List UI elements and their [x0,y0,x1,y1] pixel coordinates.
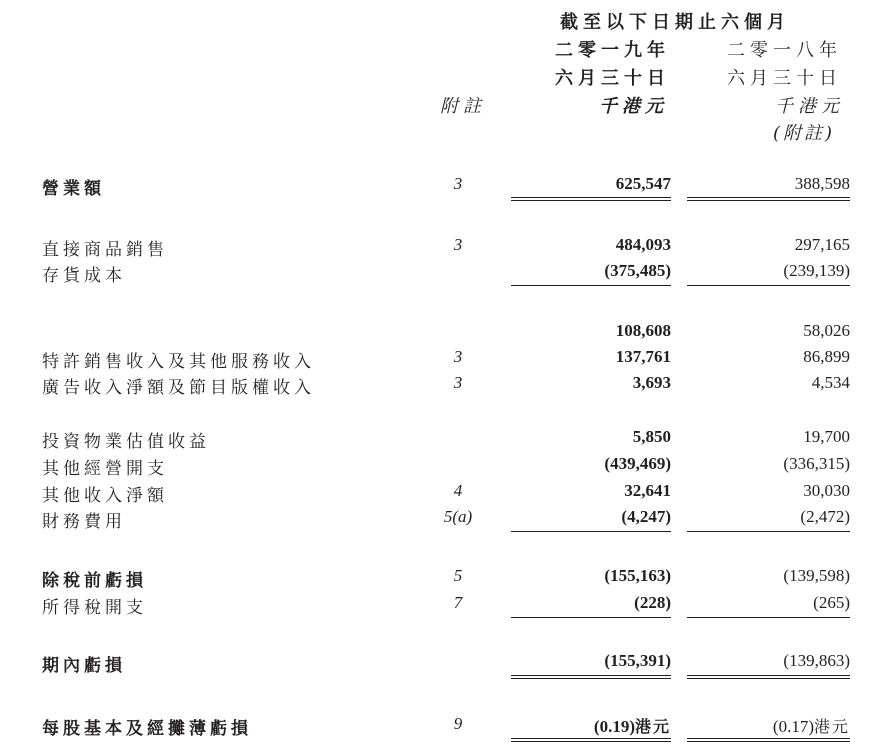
eps-value-2018: (0.17) [772,717,814,736]
rule [687,678,850,679]
rule [687,675,850,676]
rule [687,197,850,198]
notes-header: 附註 [440,96,486,117]
rule [687,200,850,201]
period-header: 截至以下日期止六個月 [560,12,790,33]
rule [511,531,671,532]
row-note: 3 [453,235,463,254]
row-label-turnover: 營業額 [42,179,105,199]
row-label-income-tax: 所得稅開支 [42,598,147,618]
row-label-cost-of-inventories: 存貨成本 [42,266,126,286]
row-value-2018: 388,598 [794,174,850,193]
col2019-year: 二零一九年 [555,40,670,61]
row-value-2019: (375,485) [604,261,671,280]
row-note: 3 [453,347,463,366]
eps-unit-2019: 港元 [634,717,671,736]
row-value-2019: 625,547 [615,174,671,193]
row-value-2018: 297,165 [794,235,850,254]
row-value-2019: (439,469) [604,454,671,473]
row-value-2019: 32,641 [624,481,671,500]
row-value-2019: 108,608 [615,321,671,340]
row-value-2018: 86,899 [803,347,850,366]
row-value-2019: (228) [634,593,671,612]
row-label-licensing-income: 特許銷售收入及其他服務收入 [42,352,315,372]
rule [511,675,671,676]
row-label-loss-before-tax: 除稅前虧損 [42,571,147,591]
eps-2019 [511,714,671,737]
row-value-2018: (239,139) [783,261,850,280]
row-value-2018: 30,030 [803,481,850,500]
row-value-2019: (4,247) [621,507,671,526]
rule [511,617,671,618]
row-value-2019: (155,163) [604,566,671,585]
col2019-unit: 千港元 [599,96,668,117]
row-value-2018: (2,472) [800,507,850,526]
row-value-2018: 19,700 [803,427,850,446]
row-label-direct-sales: 直接商品銷售 [42,240,168,260]
row-value-2018: (139,598) [783,566,850,585]
row-value-2018: (139,863) [783,651,850,670]
row-label-other-operating-expenses: 其他經營開支 [42,459,168,479]
row-note: 4 [453,481,463,500]
col2019-date: 六月三十日 [555,68,670,89]
row-note: 7 [453,593,463,612]
rule [511,738,671,739]
rule [511,285,671,286]
eps-value-2019: (0.19) [593,717,635,736]
col2018-unit: 千港元 [775,96,844,117]
rule [511,200,671,201]
row-note: 9 [453,714,463,733]
row-note: 3 [453,174,463,193]
rule [511,678,671,679]
col2018-year: 二零一八年 [727,40,842,61]
rule [511,741,671,742]
row-value-2019: (155,391) [604,651,671,670]
row-label-other-net-income: 其他收入淨額 [42,486,168,506]
row-value-2019: 137,761 [615,347,671,366]
col2018-note: (附註) [773,123,836,144]
rule [687,741,850,742]
eps-unit-2018: 港元 [813,717,850,736]
row-label-finance-costs: 財務費用 [42,512,126,532]
rule [687,285,850,286]
row-note: 3 [453,373,463,392]
rule [687,531,850,532]
row-value-2019: 5,850 [632,427,671,446]
row-value-2018: 58,026 [803,321,850,340]
row-label-loss-for-period: 期內虧損 [42,656,126,676]
row-value-2019: 484,093 [615,235,671,254]
row-value-2018: 4,534 [811,373,850,392]
eps-2018 [687,714,850,737]
row-label-valuation-gain: 投資物業估值收益 [42,432,210,452]
row-label-advertising-income: 廣告收入淨額及節目版權收入 [42,378,315,398]
row-note: 5(a) [443,507,473,526]
col2018-date: 六月三十日 [727,68,842,89]
row-note: 5 [453,566,463,585]
rule [687,617,850,618]
rule [511,197,671,198]
row-label-loss-per-share: 每股基本及經攤薄虧損 [42,719,252,739]
row-value-2018: (336,315) [783,454,850,473]
row-value-2018: (265) [813,593,850,612]
rule [687,738,850,739]
row-value-2019: 3,693 [632,373,671,392]
